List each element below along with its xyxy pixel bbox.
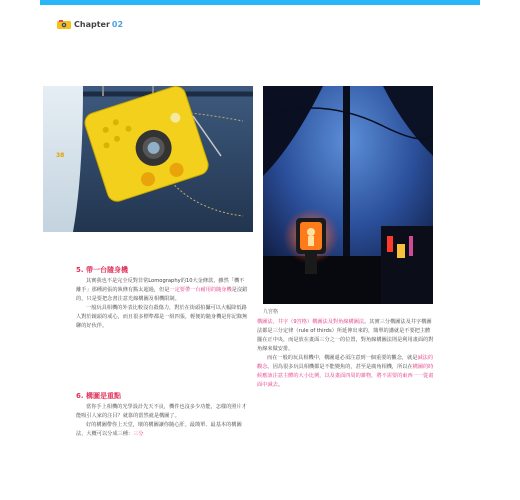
page-number: 38 [56, 152, 65, 159]
paragraph: 當你手上相機的光學設計先天不良，機件也沒多少功能，怎樣的照片才能吸引人家的注目？就靠的當然就是構圖了。 [76, 404, 247, 419]
section-heading: 5. 帶一台隨身機 [76, 266, 128, 274]
paragraph: 構圖法、井字（9宮格）構圖法及對角線構圖法。其實三分構圖法及井字構圖法都是三分定律（rule of thirds）所延伸出來的，簡單的講就是不要把主體擺在正中央，而是放在畫面三分之一的位置，對角線構圖法則是利用畫面的對角線來做安排。 [257, 319, 434, 352]
left-column-text [76, 277, 248, 331]
chapter-header [57, 20, 123, 29]
chapter-label: Chapter [74, 20, 110, 29]
photo-caption: 九宮格 [263, 309, 279, 315]
paragraph: 一般玩具相機的外表比較沒有殺傷力，對於在街頭拍攝可以大幅降低路人對於鏡頭的戒心，而且很多標準都是一組四張，輕便的隨身機是你記錄無聊的好伙伴。 [76, 305, 248, 329]
left-column-text-2 [76, 403, 248, 439]
chapter-number: 02 [111, 20, 124, 29]
photo-night-traffic-light [263, 86, 433, 304]
paragraph: 好的構圖帶你上天堂，壞的構圖讓你隨心肝。最簡單、最基本的構圖法，大概可以分成三種：三分 [76, 422, 242, 437]
photo-camera-in-pocket [43, 86, 253, 232]
paragraph: 其實我也不是完全反對非常Lomography的10大金條款，雖然「機不離手」那種誇張的執條有點太超過，但是一定要帶一台耐用的隨身機是沒錯的，只是要把念書注意光線構圖及相機限制。 [76, 278, 248, 302]
paragraph: 而在一般的玩具相機中，構圖還必須注意到一個重要的觀念，就是減法的觀念。因為很多玩具相機都是不能變焦的，甚至是廣角相機，所以在構圖的時候應該注意主體的大小比例，以及畫面四周的雜物，將不需要的東西一一從畫面中減去。 [257, 355, 434, 388]
right-column-text [257, 318, 434, 390]
section-heading: 6. 構圖是重點 [76, 392, 121, 400]
camera-logo-icon [57, 20, 71, 29]
top-accent-bar [40, 0, 480, 5]
